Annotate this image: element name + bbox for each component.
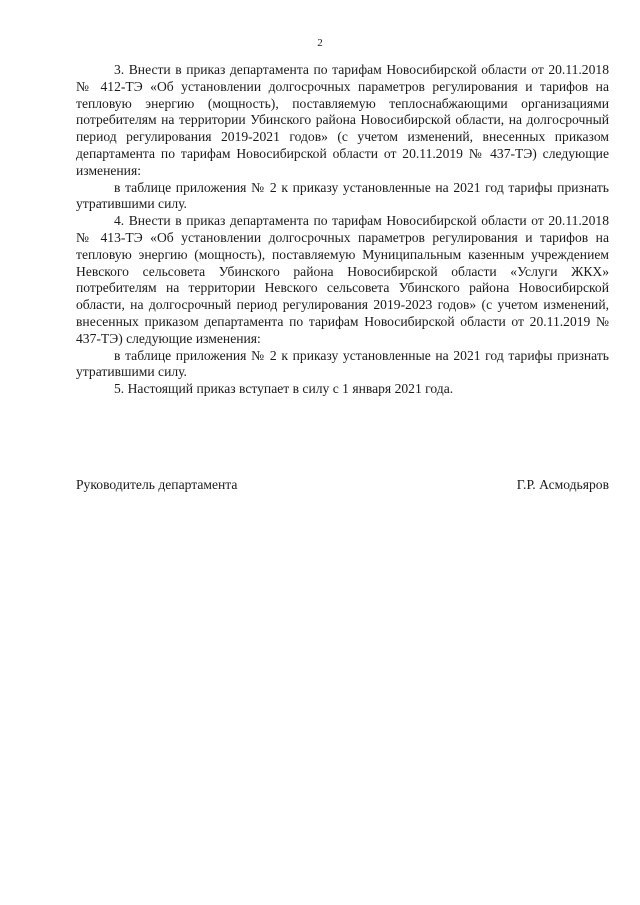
page-number: 2 (317, 37, 323, 49)
signature-block (76, 476, 609, 493)
paragraph-item-3: 3. Внести в приказ департамента по тарифам Новосибирской области от 20.11.2018 № 412-ТЭ «Об установлении долгосрочных параметров регулирования и тарифов на тепловую энергию (мощность), поставляемую теплоснабжающими организациями потребителям на территории Убинского района Новосибирской области, на долгосрочный период регулирования 2019-2021 годов» (с учетом изменений, внесенных приказом департамента по тарифам Новосибирской области от 20.11.2019 № 437-ТЭ) следующие изменения: (76, 62, 609, 178)
signatory-name: Г.Р. Асмодьяров (516, 477, 609, 492)
document-body (76, 62, 609, 398)
paragraph-item-5: 5. Настоящий приказ вступает в силу с 1 января 2021 года. (114, 381, 454, 397)
signatory-position: Руководитель департамента (76, 477, 238, 492)
paragraph-item-4: 4. Внести в приказ департамента по тарифам Новосибирской области от 20.11.2018 № 413-ТЭ «Об установлении долгосрочных параметров регулирования и тарифов на тепловую энергию (мощность), поставляемую Муниципальным казенным учреждением Невского сельсовета Убинского района Новосибирской области «Услуги ЖКХ» потребителям на территории Невского сельсовета Убинского района Новосибирской области, на долгосрочный период регулирования 2019-2023 годов» (с учетом изменений, внесенных приказом департамента по тарифам Новосибирской области от 20.11.2019 № 437-ТЭ) следующие изменения: (76, 213, 609, 346)
paragraph-item-3-change: в таблице приложения № 2 к приказу установленные на 2021 год тарифы признать утратившими силу. (76, 179, 609, 212)
paragraph-item-4-change: в таблице приложения № 2 к приказу установленные на 2021 год тарифы признать утратившими силу. (76, 347, 609, 380)
